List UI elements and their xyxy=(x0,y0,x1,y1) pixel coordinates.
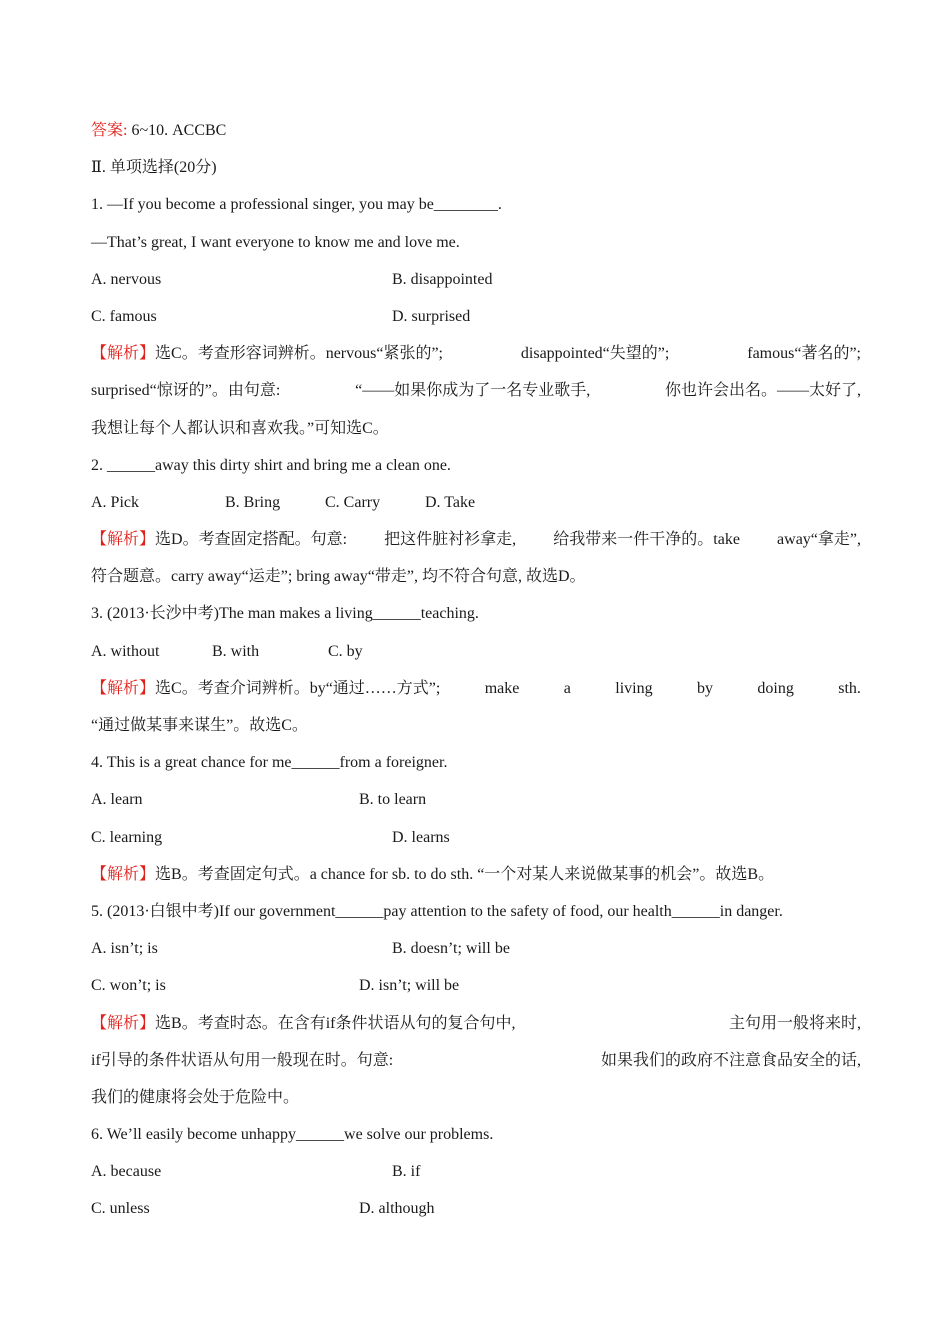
q4-option-a: A. learn xyxy=(91,791,143,809)
answer-text: 6~10. ACCBC xyxy=(127,122,227,139)
q5-option-c: C. won’t; is xyxy=(91,977,166,995)
q2-explanation-line2: 符合题意。carry away“运走”; bring away“带走”, 均不符合句意, 故选D。 xyxy=(91,568,586,586)
q4-stem: 4. This is a great chance for me______from a foreigner. xyxy=(91,754,448,772)
q5-options-row1 xyxy=(91,936,861,973)
q3-options xyxy=(91,639,861,676)
q6-option-d: D. although xyxy=(359,1200,435,1218)
q2-explanation-line1: 【解析】选D。考查固定搭配。句意: 把这件脏衬衫拿走, 给我带来一件干净的。take away“拿走”, xyxy=(91,531,861,549)
q4-options-row1 xyxy=(91,787,861,824)
q2-option-d: D. Take xyxy=(425,493,476,511)
q3-option-a: A. without xyxy=(91,642,160,660)
q6-option-a: A. because xyxy=(91,1163,162,1181)
q5-explanation-line3: 我们的健康将会处于危险中。 xyxy=(91,1088,300,1106)
q1-analysis-tag: 【解析】 xyxy=(91,345,156,363)
q2-option-b: B. Bring xyxy=(225,493,281,511)
q6-stem: 6. We’ll easily become unhappy______we solve our problems. xyxy=(91,1126,494,1144)
q2-stem: 2. ______away this dirty shirt and bring me a clean one. xyxy=(91,456,451,474)
q5-option-b: B. doesn’t; will be xyxy=(392,940,510,958)
q3-option-b: B. with xyxy=(212,642,260,660)
q2-analysis-tag: 【解析】 xyxy=(91,531,156,549)
q1-option-a: A. nervous xyxy=(91,270,162,288)
q5-explanation-line1: 【解析】选B。考查时态。在含有if条件状语从句的复合句中, 主句用一般将来时, xyxy=(91,1014,861,1032)
q5-explanation-line2: if引导的条件状语从句用一般现在时。句意: 如果我们的政府不注意食品安全的话, xyxy=(91,1051,861,1069)
q1-stem-reply: —That’s great, I want everyone to know me and love me. xyxy=(91,233,460,251)
q5-stem: 5. (2013·白银中考)If our government______pay attention to the safety of food, our health______in danger. xyxy=(91,902,783,920)
q3-analysis-tag: 【解析】 xyxy=(91,679,156,697)
answer-line xyxy=(91,118,861,155)
q5-option-d: D. isn’t; will be xyxy=(359,977,460,995)
q1-stem: 1. —If you become a professional singer, you may be________. xyxy=(91,196,502,214)
q2-options xyxy=(91,490,861,527)
q6-options-row1 xyxy=(91,1159,861,1196)
q5-analysis-tag: 【解析】 xyxy=(91,1014,156,1032)
q1-explanation-line1: 【解析】选C。考查形容词辨析。nervous“紧张的”; disappointed“失望的”; famous“著名的”; xyxy=(91,345,861,363)
q5-option-a: A. isn’t; is xyxy=(91,940,158,958)
q1-option-b: B. disappointed xyxy=(392,270,493,288)
q3-option-c: C. by xyxy=(328,642,363,660)
q2-option-c: C. Carry xyxy=(325,493,381,511)
q1-option-c: C. famous xyxy=(91,307,157,325)
q4-explanation-line1: 【解析】选B。考查固定句式。a chance for sb. to do sth. “一个对某人来说做某事的机会”。故选B。 xyxy=(91,865,775,883)
q6-option-c: C. unless xyxy=(91,1200,150,1218)
document-page xyxy=(91,118,861,1234)
q2-option-a: A. Pick xyxy=(91,493,139,511)
q1-explanation-line3: 我想让每个人都认识和喜欢我。”可知选C。 xyxy=(91,419,389,437)
q5-options-row2 xyxy=(91,973,861,1010)
q1-options-row2 xyxy=(91,304,861,341)
q4-option-b: B. to learn xyxy=(359,791,427,809)
q1-explanation-line2: surprised“惊讶的”。由句意: “——如果你成为了一名专业歌手, 你也许会出名。——太好了, xyxy=(91,382,861,400)
q1-options-row1 xyxy=(91,267,861,304)
q3-stem: 3. (2013·长沙中考)The man makes a living______teaching. xyxy=(91,605,479,623)
q4-analysis-tag: 【解析】 xyxy=(91,865,156,883)
q3-explanation-line2: “通过做某事来谋生”。故选C。 xyxy=(91,717,308,734)
q1-option-d: D. surprised xyxy=(392,307,471,325)
q6-option-b: B. if xyxy=(392,1163,421,1181)
q6-options-row2 xyxy=(91,1196,861,1233)
answer-label: 答案: xyxy=(91,122,128,139)
q4-option-c: C. learning xyxy=(91,828,163,846)
section-title: Ⅱ. 单项选择(20分) xyxy=(91,159,217,177)
q3-explanation-line1: 【解析】选C。考查介词辨析。by“通过……方式”; make a living by doing sth. xyxy=(91,679,861,697)
q4-option-d: D. learns xyxy=(392,828,450,846)
q4-options-row2 xyxy=(91,825,861,862)
